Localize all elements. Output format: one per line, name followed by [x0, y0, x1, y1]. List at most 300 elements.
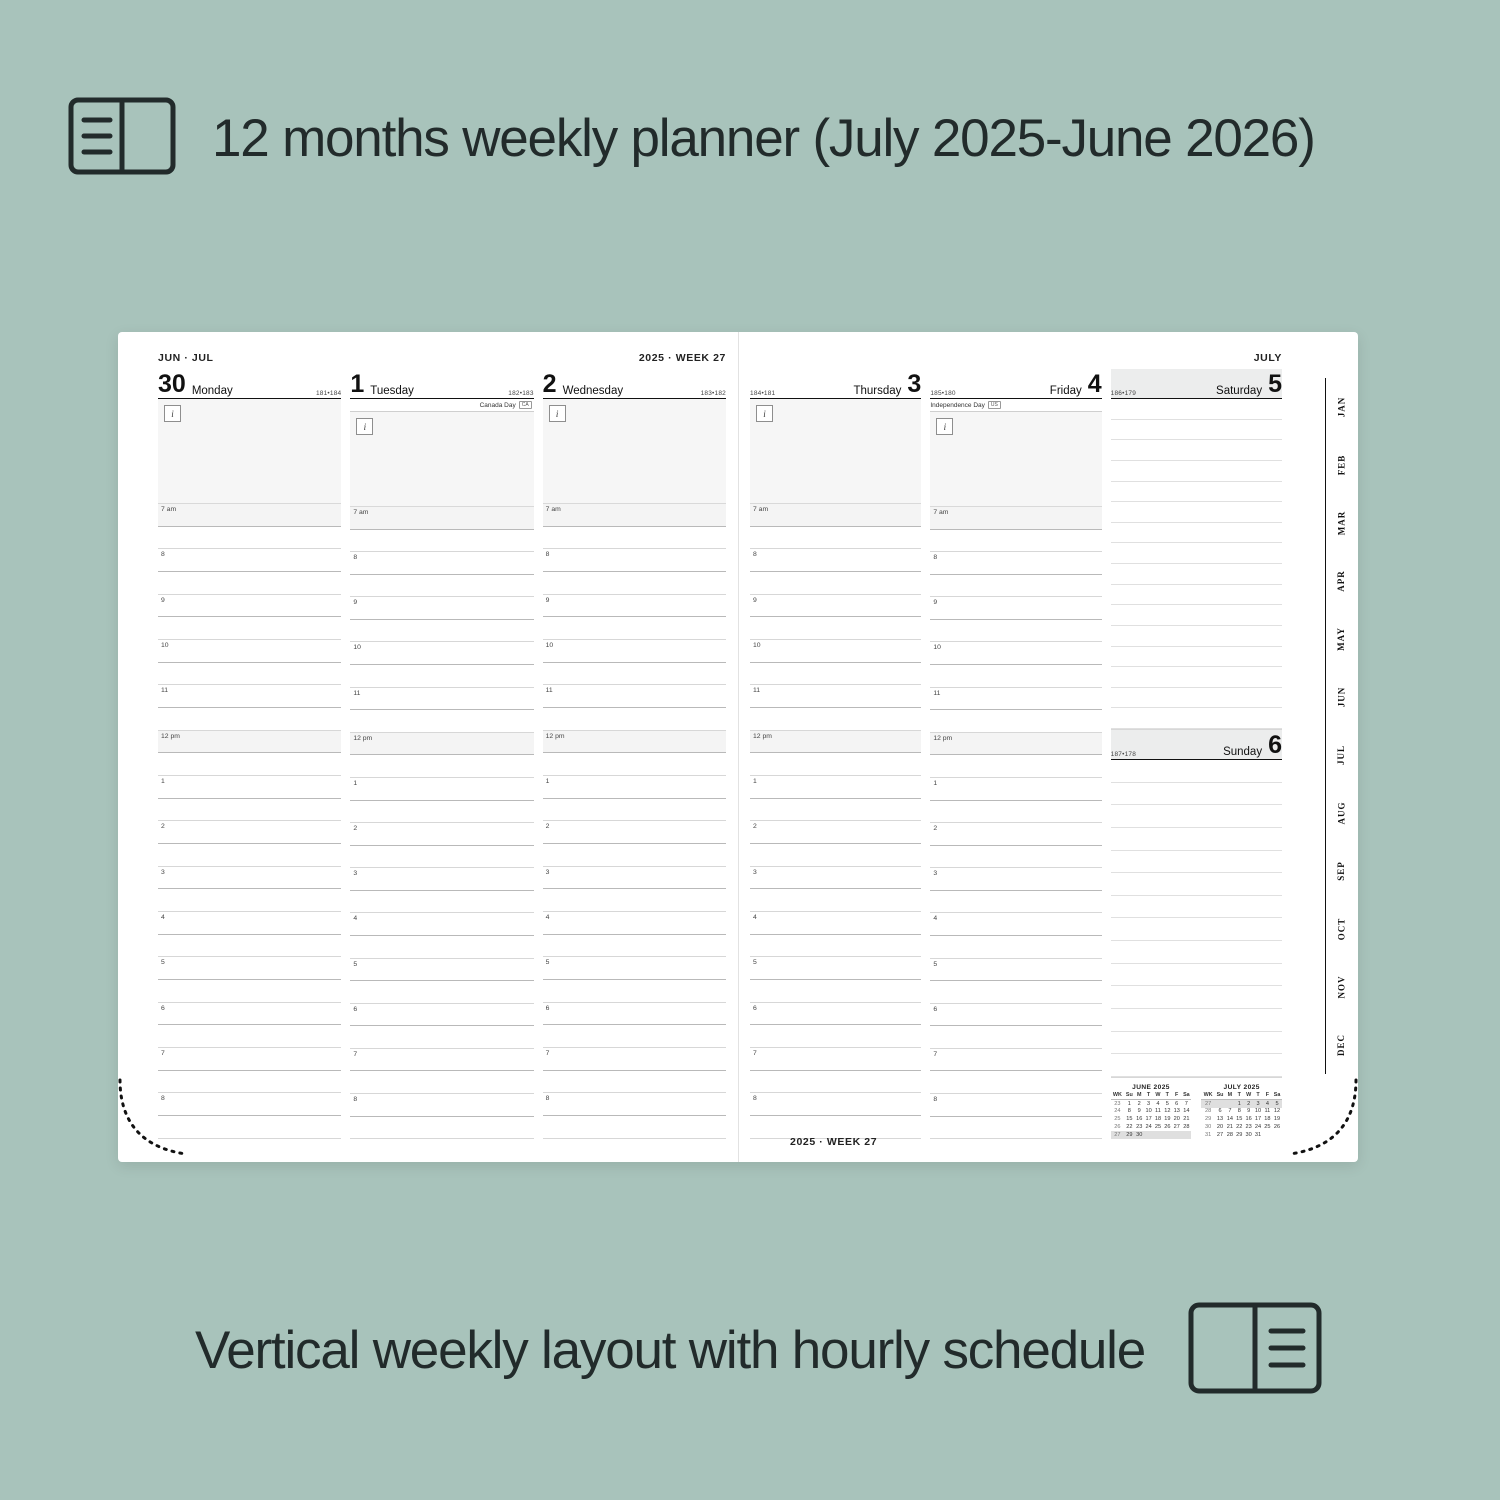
hour-row[interactable] — [543, 867, 726, 890]
hour-row[interactable] — [543, 1071, 726, 1094]
hour-row[interactable] — [543, 685, 726, 708]
day-page-numbers: 186•179 — [1110, 390, 1137, 397]
hour-row[interactable] — [158, 527, 341, 550]
month-tab-feb[interactable] — [1325, 436, 1356, 494]
hour-row[interactable] — [158, 708, 341, 731]
cal-day[interactable]: 8 — [1237, 1108, 1241, 1115]
hour-row[interactable] — [930, 1026, 1101, 1049]
hour-row[interactable] — [350, 1004, 533, 1027]
hour-row[interactable] — [158, 844, 341, 867]
info-icon[interactable]: i — [549, 405, 566, 422]
hour-row[interactable] — [158, 799, 341, 822]
month-tab-apr[interactable] — [1325, 552, 1356, 610]
hour-row[interactable] — [930, 1004, 1101, 1027]
note-line[interactable] — [1111, 708, 1282, 729]
note-line[interactable] — [1111, 1009, 1282, 1032]
month-tab-nov[interactable] — [1325, 958, 1356, 1016]
mini-calendar-july — [1201, 1084, 1282, 1139]
cal-day[interactable]: 25 — [1264, 1123, 1271, 1130]
hour-label: 1 — [353, 779, 358, 787]
note-line[interactable] — [1111, 605, 1282, 626]
cal-day[interactable]: 19 — [1164, 1116, 1171, 1123]
hour-row[interactable] — [158, 617, 341, 640]
hour-row[interactable] — [750, 731, 921, 754]
month-tab-aug[interactable] — [1325, 784, 1356, 842]
hour-row[interactable] — [350, 507, 533, 530]
cal-day[interactable]: 31 — [1254, 1131, 1262, 1138]
hour-row[interactable] — [543, 889, 726, 912]
cal-day[interactable]: 23 — [1136, 1123, 1143, 1130]
hour-row[interactable] — [158, 980, 341, 1003]
cal-day[interactable]: 24 — [1254, 1123, 1262, 1130]
note-line[interactable] — [1111, 964, 1282, 987]
hour-row[interactable] — [543, 957, 726, 980]
note-line[interactable] — [1111, 986, 1282, 1009]
hour-row[interactable] — [158, 1116, 341, 1139]
cal-day[interactable] — [1153, 1131, 1162, 1139]
hour-row[interactable] — [543, 844, 726, 867]
hour-row[interactable] — [750, 1048, 921, 1071]
cal-day[interactable]: 29 — [1124, 1131, 1134, 1139]
cal-day[interactable] — [1215, 1100, 1225, 1108]
hour-row[interactable] — [158, 731, 341, 754]
hour-row[interactable] — [750, 1071, 921, 1094]
hour-row[interactable] — [750, 617, 921, 640]
hour-row[interactable] — [350, 552, 533, 575]
holiday-country-tag: CA — [519, 401, 532, 409]
note-line[interactable] — [1111, 420, 1282, 441]
note-line[interactable] — [1111, 523, 1282, 544]
hour-row[interactable] — [350, 1026, 533, 1049]
hour-row[interactable] — [350, 891, 533, 914]
hour-row[interactable] — [158, 776, 341, 799]
sunday-note-lines[interactable] — [1111, 760, 1282, 1078]
cal-day[interactable]: 5 — [1272, 1100, 1282, 1108]
hour-row[interactable] — [930, 936, 1101, 959]
cal-day[interactable]: 25 — [1154, 1123, 1162, 1130]
hour-row[interactable] — [158, 957, 341, 980]
cal-day[interactable]: 1 — [1127, 1100, 1131, 1107]
info-icon[interactable]: i — [356, 418, 373, 435]
note-line[interactable] — [1111, 828, 1282, 851]
hour-label: 9 — [353, 599, 358, 607]
hour-row[interactable] — [543, 1048, 726, 1071]
hour-row[interactable] — [350, 688, 533, 711]
hour-row[interactable] — [350, 913, 533, 936]
hour-row[interactable] — [543, 527, 726, 550]
cal-day[interactable]: 15 — [1236, 1116, 1243, 1123]
hour-row[interactable] — [750, 685, 921, 708]
hour-row[interactable] — [158, 549, 341, 572]
cal-week: 25 — [1114, 1116, 1121, 1123]
hour-row[interactable] — [930, 530, 1101, 553]
cal-day[interactable]: 3 — [1147, 1100, 1151, 1107]
cal-header: W — [1153, 1092, 1162, 1100]
hour-row[interactable] — [930, 642, 1101, 665]
hour-row[interactable] — [750, 527, 921, 550]
hour-row[interactable] — [158, 504, 341, 527]
hour-row[interactable] — [930, 1049, 1101, 1072]
cal-day[interactable]: 2 — [1137, 1100, 1141, 1107]
cal-day[interactable]: 13 — [1216, 1116, 1224, 1123]
cal-day[interactable]: 15 — [1126, 1116, 1133, 1123]
hour-row[interactable] — [543, 776, 726, 799]
hour-row[interactable] — [158, 935, 341, 958]
hour-row[interactable] — [543, 1003, 726, 1026]
day-column-tuesday — [350, 369, 533, 1139]
note-line[interactable] — [1111, 1054, 1282, 1077]
cal-day[interactable]: 5 — [1165, 1100, 1169, 1107]
hour-row[interactable] — [750, 1025, 921, 1048]
note-line[interactable] — [1111, 667, 1282, 688]
note-line[interactable] — [1111, 783, 1282, 806]
hour-row[interactable] — [543, 663, 726, 686]
hour-row[interactable] — [930, 823, 1101, 846]
hour-row[interactable] — [350, 981, 533, 1004]
cal-day[interactable]: 22 — [1236, 1123, 1243, 1130]
cal-day[interactable]: 8 — [1127, 1108, 1131, 1115]
hour-row[interactable] — [750, 776, 921, 799]
cal-day[interactable]: 20 — [1173, 1116, 1180, 1123]
cal-day[interactable]: 29 — [1236, 1131, 1243, 1138]
hour-row[interactable] — [750, 708, 921, 731]
info-icon[interactable]: i — [164, 405, 181, 422]
cal-day[interactable] — [1172, 1131, 1181, 1139]
note-line[interactable] — [1111, 440, 1282, 461]
planner-left-page — [118, 332, 738, 1162]
hour-row[interactable] — [350, 1071, 533, 1094]
hour-row[interactable] — [930, 575, 1101, 598]
hour-row[interactable] — [350, 642, 533, 665]
note-line[interactable] — [1111, 918, 1282, 941]
cal-day[interactable]: 17 — [1254, 1116, 1262, 1123]
cal-day[interactable]: 14 — [1183, 1108, 1190, 1115]
note-line[interactable] — [1111, 461, 1282, 482]
note-line[interactable] — [1111, 626, 1282, 647]
day-column-friday — [930, 369, 1101, 1139]
hour-row[interactable] — [350, 530, 533, 553]
hour-row[interactable] — [750, 935, 921, 958]
hour-row[interactable] — [543, 595, 726, 618]
hour-label: 8 — [161, 1095, 165, 1103]
hour-row[interactable] — [158, 1003, 341, 1026]
hour-row[interactable] — [158, 1025, 341, 1048]
cal-row — [1111, 1123, 1192, 1131]
hour-label: 1 — [545, 778, 550, 786]
hour-row[interactable] — [750, 549, 921, 572]
notes-area[interactable] — [750, 399, 921, 504]
hour-row[interactable] — [350, 755, 533, 778]
cal-day[interactable]: 17 — [1145, 1116, 1152, 1123]
hour-row[interactable] — [543, 572, 726, 595]
hour-label: 8 — [545, 551, 550, 559]
hour-row[interactable] — [158, 572, 341, 595]
note-line[interactable] — [1111, 760, 1282, 783]
note-line[interactable] — [1111, 851, 1282, 874]
hour-row[interactable] — [350, 597, 533, 620]
month-tab-label: DEC — [1335, 1033, 1346, 1057]
cal-day[interactable]: 10 — [1254, 1108, 1262, 1115]
cal-header: WK — [1201, 1092, 1215, 1100]
cal-day[interactable]: 26 — [1164, 1123, 1171, 1130]
cal-day[interactable] — [1163, 1131, 1172, 1139]
hour-row[interactable] — [750, 595, 921, 618]
month-tab-jan[interactable] — [1325, 378, 1356, 436]
month-tab-mar[interactable] — [1325, 494, 1356, 552]
cal-day[interactable]: 7 — [1184, 1100, 1188, 1107]
hour-row[interactable] — [750, 572, 921, 595]
note-line[interactable] — [1111, 399, 1282, 420]
hour-row[interactable] — [750, 821, 921, 844]
month-tab-jul[interactable] — [1325, 726, 1356, 784]
hour-row[interactable] — [350, 1117, 533, 1140]
cal-day[interactable]: 16 — [1136, 1116, 1143, 1123]
notes-area[interactable] — [930, 412, 1101, 507]
hour-row[interactable] — [350, 620, 533, 643]
hour-row[interactable] — [750, 663, 921, 686]
hour-row[interactable] — [543, 549, 726, 572]
hour-row[interactable] — [930, 755, 1101, 778]
hour-row[interactable] — [350, 936, 533, 959]
cal-day[interactable] — [1272, 1131, 1282, 1139]
note-line[interactable] — [1111, 585, 1282, 606]
cal-day[interactable]: 19 — [1273, 1116, 1281, 1123]
note-line[interactable] — [1111, 941, 1282, 964]
hour-row[interactable] — [543, 1025, 726, 1048]
hour-label: 2 — [545, 823, 550, 831]
cal-day[interactable]: 10 — [1145, 1108, 1152, 1115]
cal-day[interactable]: 22 — [1126, 1123, 1133, 1130]
hour-row[interactable] — [158, 595, 341, 618]
cal-day[interactable] — [1263, 1131, 1272, 1139]
hour-grid — [543, 504, 726, 1139]
cal-day[interactable] — [1144, 1131, 1153, 1139]
cal-day[interactable]: 24 — [1145, 1123, 1152, 1130]
notes-area[interactable] — [158, 399, 341, 504]
open-book-icon — [1185, 1293, 1325, 1408]
hour-row[interactable] — [930, 688, 1101, 711]
cal-day[interactable]: 16 — [1245, 1116, 1252, 1123]
hour-row[interactable] — [158, 821, 341, 844]
hour-row[interactable] — [350, 1049, 533, 1072]
hour-row[interactable] — [350, 846, 533, 869]
hour-row[interactable] — [543, 1116, 726, 1139]
note-line[interactable] — [1111, 647, 1282, 668]
note-line[interactable] — [1111, 543, 1282, 564]
hour-row[interactable] — [543, 731, 726, 754]
hour-row[interactable] — [930, 846, 1101, 869]
note-line[interactable] — [1111, 1032, 1282, 1055]
hour-row[interactable] — [750, 753, 921, 776]
hour-row[interactable] — [543, 935, 726, 958]
bottom-caption: Vertical weekly layout with hourly schedule — [194, 1320, 1146, 1380]
hour-row[interactable] — [930, 710, 1101, 733]
hour-row[interactable] — [930, 552, 1101, 575]
hour-row[interactable] — [930, 959, 1101, 982]
cal-day[interactable] — [1181, 1131, 1191, 1139]
info-icon[interactable]: i — [936, 418, 953, 435]
hour-row[interactable] — [930, 1094, 1101, 1117]
hour-row[interactable] — [543, 1093, 726, 1116]
hour-row[interactable] — [158, 753, 341, 776]
cal-day[interactable]: 12 — [1273, 1108, 1281, 1115]
hour-row[interactable] — [750, 799, 921, 822]
hour-row[interactable] — [543, 617, 726, 640]
cal-day[interactable]: 13 — [1173, 1108, 1180, 1115]
hour-row[interactable] — [750, 867, 921, 890]
hour-row[interactable] — [158, 889, 341, 912]
hour-row[interactable] — [930, 868, 1101, 891]
hour-row[interactable] — [543, 821, 726, 844]
month-tab-may[interactable] — [1325, 610, 1356, 668]
note-line[interactable] — [1111, 805, 1282, 828]
hour-row[interactable] — [543, 799, 726, 822]
hour-label: 5 — [161, 959, 165, 967]
hour-label: 11 — [933, 689, 941, 697]
hour-row[interactable] — [750, 957, 921, 980]
cal-week: 28 — [1204, 1108, 1212, 1115]
hour-row[interactable] — [930, 665, 1101, 688]
month-tab-label: JUN — [1336, 686, 1346, 708]
cal-day[interactable]: 11 — [1264, 1108, 1271, 1115]
cal-day[interactable]: 9 — [1247, 1108, 1251, 1115]
cal-day[interactable]: 1 — [1235, 1100, 1244, 1108]
hour-row[interactable] — [543, 753, 726, 776]
left-page-header — [158, 348, 726, 364]
hour-row[interactable] — [750, 980, 921, 1003]
cal-day[interactable]: 27 — [1173, 1123, 1180, 1130]
hour-row[interactable] — [750, 844, 921, 867]
hour-row[interactable] — [158, 1048, 341, 1071]
hour-row[interactable] — [158, 663, 341, 686]
cal-day[interactable]: 11 — [1155, 1108, 1161, 1115]
cal-day[interactable]: 27 — [1216, 1131, 1224, 1138]
month-tab-label: JUL — [1335, 744, 1346, 766]
note-line[interactable] — [1111, 482, 1282, 503]
cal-day[interactable]: 28 — [1183, 1123, 1190, 1130]
note-line[interactable] — [1111, 873, 1282, 896]
hour-row[interactable] — [543, 980, 726, 1003]
day-number: 1 — [350, 370, 365, 398]
cal-day[interactable]: 18 — [1264, 1116, 1271, 1123]
hour-row[interactable] — [930, 1071, 1101, 1094]
note-line[interactable] — [1111, 896, 1282, 919]
hour-row[interactable] — [930, 891, 1101, 914]
hour-row[interactable] — [350, 1094, 533, 1117]
cal-day[interactable]: 18 — [1154, 1116, 1162, 1123]
day-number: 30 — [158, 370, 186, 398]
month-tab-dec[interactable] — [1325, 1016, 1356, 1074]
cal-day[interactable]: 23 — [1245, 1123, 1252, 1130]
cal-day[interactable] — [1225, 1100, 1234, 1108]
cal-day[interactable]: 12 — [1164, 1108, 1171, 1115]
cal-day[interactable]: 21 — [1183, 1116, 1190, 1123]
hour-row[interactable] — [350, 959, 533, 982]
info-icon[interactable]: i — [756, 405, 773, 422]
hour-row[interactable] — [543, 640, 726, 663]
cal-day[interactable]: 9 — [1137, 1108, 1141, 1115]
cal-row — [1201, 1100, 1282, 1108]
hour-row[interactable] — [930, 913, 1101, 936]
hour-row[interactable] — [350, 823, 533, 846]
hour-row[interactable] — [930, 778, 1101, 801]
note-line[interactable] — [1111, 688, 1282, 709]
cal-day[interactable]: 7 — [1228, 1108, 1232, 1115]
hour-row[interactable] — [750, 1003, 921, 1026]
cal-header: F — [1263, 1092, 1272, 1100]
cal-day[interactable]: 14 — [1226, 1116, 1233, 1123]
hour-row[interactable] — [543, 504, 726, 527]
cal-day[interactable]: 30 — [1136, 1131, 1143, 1138]
note-line[interactable] — [1111, 502, 1282, 523]
month-tab-label: FEB — [1335, 454, 1346, 476]
cal-day[interactable]: 4 — [1156, 1100, 1160, 1107]
hour-row[interactable] — [350, 665, 533, 688]
hour-row[interactable] — [543, 912, 726, 935]
hour-row[interactable] — [750, 504, 921, 527]
cal-day[interactable]: 6 — [1218, 1108, 1222, 1115]
hour-row[interactable] — [158, 912, 341, 935]
hour-label: 8 — [545, 1095, 550, 1103]
hour-label: 8 — [753, 551, 757, 559]
hour-row[interactable] — [750, 640, 921, 663]
hour-row[interactable] — [350, 801, 533, 824]
cal-day[interactable]: 2 — [1244, 1100, 1253, 1108]
notes-area[interactable] — [350, 412, 533, 507]
hour-row[interactable] — [350, 710, 533, 733]
notes-area[interactable] — [543, 399, 726, 504]
month-tab-sep[interactable] — [1325, 842, 1356, 900]
hour-row[interactable] — [350, 868, 533, 891]
note-line[interactable] — [1111, 564, 1282, 585]
cal-day[interactable]: 3 — [1253, 1100, 1262, 1108]
cal-day[interactable]: 6 — [1175, 1100, 1179, 1107]
hour-row[interactable] — [930, 597, 1101, 620]
hour-row[interactable] — [158, 640, 341, 663]
cal-day[interactable]: 4 — [1263, 1100, 1272, 1108]
saturday-note-lines[interactable] — [1111, 399, 1282, 730]
cal-day[interactable]: 30 — [1245, 1131, 1252, 1138]
hour-row[interactable] — [930, 1117, 1101, 1140]
hour-row[interactable] — [158, 867, 341, 890]
month-tab-oct[interactable] — [1325, 900, 1356, 958]
hour-row[interactable] — [930, 507, 1101, 530]
cal-week: 29 — [1204, 1116, 1212, 1123]
hour-row[interactable] — [930, 733, 1101, 756]
hour-row[interactable] — [543, 708, 726, 731]
holiday-country-tag: US — [988, 401, 1001, 409]
cal-day[interactable]: 20 — [1216, 1123, 1224, 1130]
hour-row[interactable] — [158, 1071, 341, 1094]
hour-row[interactable] — [930, 620, 1101, 643]
hour-row[interactable] — [350, 778, 533, 801]
hour-label: 8 — [933, 554, 938, 562]
hour-row[interactable] — [750, 889, 921, 912]
cal-day[interactable]: 28 — [1226, 1131, 1233, 1138]
month-tab-jun[interactable] — [1325, 668, 1356, 726]
hour-row[interactable] — [158, 1093, 341, 1116]
cal-day[interactable]: 26 — [1273, 1123, 1281, 1130]
mini-calendars — [1111, 1084, 1282, 1139]
hour-row[interactable] — [350, 575, 533, 598]
hour-row[interactable] — [350, 733, 533, 756]
hour-row[interactable] — [930, 981, 1101, 1004]
hour-row[interactable] — [930, 801, 1101, 824]
hour-row[interactable] — [158, 685, 341, 708]
hour-row[interactable] — [750, 1093, 921, 1116]
hour-row[interactable] — [750, 912, 921, 935]
cal-day[interactable]: 21 — [1226, 1123, 1233, 1130]
